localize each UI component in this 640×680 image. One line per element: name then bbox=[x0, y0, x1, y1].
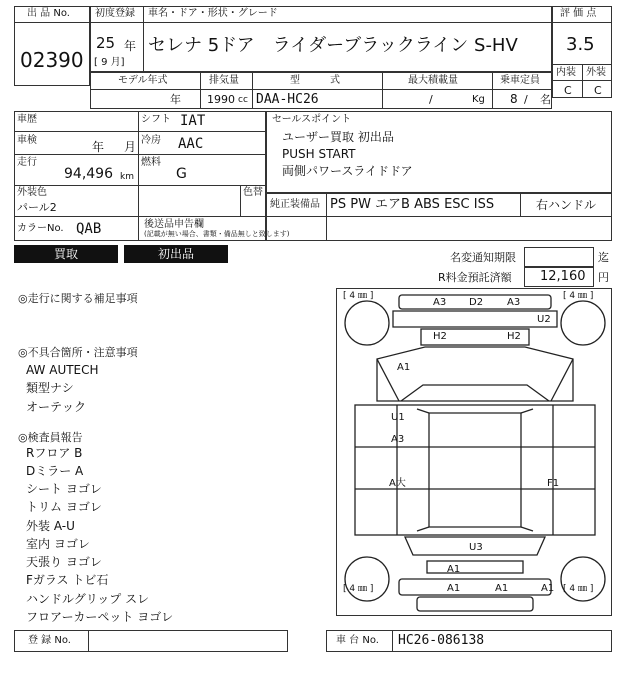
sales-point-1: ユーザー買取 初出品 bbox=[282, 130, 394, 144]
tire-depth-front-right: [ 4 ㎜ ] bbox=[563, 291, 594, 301]
tire-depth-rear-right: [ 4 ㎜ ] bbox=[563, 584, 594, 594]
damage-mark: A1 bbox=[447, 583, 461, 594]
first-registration-label: 初度登録 bbox=[95, 8, 135, 19]
fuel-value: G bbox=[176, 166, 187, 182]
inspector-item: シート ヨゴレ bbox=[26, 482, 102, 496]
ext-color-label: 外装色 bbox=[17, 187, 47, 198]
shift-label: シフト bbox=[141, 114, 171, 125]
model-type-label: 型 式 bbox=[290, 75, 340, 86]
color-no-label: カラーNo. bbox=[17, 223, 64, 234]
chassis-number: HC26-086138 bbox=[398, 633, 485, 648]
title-change-label: 名変通知期限 bbox=[450, 251, 516, 264]
equipment-label: 純正装備品 bbox=[270, 199, 320, 210]
displacement: 1990 bbox=[207, 93, 235, 106]
report-note: (記載が無い場合、書類・備品無しと致します) bbox=[144, 230, 290, 238]
first-reg-month: [ 9 月] bbox=[94, 57, 125, 68]
damage-mark: D2 bbox=[469, 297, 484, 308]
exterior-grade: C bbox=[594, 84, 602, 97]
inspection-month: 月 bbox=[124, 140, 137, 154]
capacity-slash: / bbox=[524, 93, 528, 106]
capacity-label: 乗車定員 bbox=[500, 75, 540, 86]
ac-value: AAC bbox=[178, 136, 204, 152]
registration-number-label: 登 録 No. bbox=[28, 635, 71, 646]
history-label: 車歴 bbox=[17, 114, 37, 125]
inspector-item: 天張り ヨゴレ bbox=[26, 555, 102, 569]
driving-notes-header: ◎走行に関する補足事項 bbox=[18, 292, 138, 305]
defect-item: 類型ナシ bbox=[26, 381, 74, 395]
defect-item: オーテック bbox=[26, 400, 87, 414]
inspector-item: ハンドルグリップ スレ bbox=[26, 592, 150, 606]
max-load-unit: Kg bbox=[472, 94, 485, 105]
mileage-unit: km bbox=[120, 172, 134, 182]
damage-mark: A3 bbox=[507, 297, 521, 308]
damage-mark: H2 bbox=[433, 331, 447, 342]
lot-number-label: 出 品 No. bbox=[27, 8, 70, 19]
displacement-unit: cc bbox=[238, 95, 248, 105]
damage-mark: F1 bbox=[547, 478, 560, 489]
max-load-label: 最大積載量 bbox=[408, 75, 458, 86]
inspector-item: Rフロア B bbox=[26, 446, 83, 460]
ac-label: 冷房 bbox=[141, 135, 161, 146]
inspection-label: 車検 bbox=[17, 135, 37, 146]
inspector-item: 室内 ヨゴレ bbox=[26, 537, 90, 551]
sales-point-2: PUSH START bbox=[282, 147, 356, 161]
damage-mark: A3 bbox=[391, 434, 405, 445]
inspector-item: Dミラー A bbox=[26, 464, 84, 478]
mileage-value: 94,496 bbox=[64, 166, 113, 182]
defects-header: ◎不具合箇所・注意事項 bbox=[18, 346, 138, 359]
inspector-item: 外装 A-U bbox=[26, 519, 75, 533]
displacement-label: 排気量 bbox=[209, 75, 239, 86]
damage-mark: A1 bbox=[541, 583, 555, 594]
recycle-label: R料金預託済額 bbox=[438, 271, 512, 284]
handle-side: 右ハンドル bbox=[536, 198, 597, 212]
report-label: 後送品申告欄 bbox=[144, 219, 204, 230]
inspector-item: フロアーカーペット ヨゴレ bbox=[26, 610, 174, 624]
lot-number: 02390 bbox=[20, 48, 84, 72]
damage-mark: U2 bbox=[537, 314, 551, 325]
defect-item: AW AUTECH bbox=[26, 363, 99, 377]
first-reg-year-unit: 年 bbox=[124, 39, 137, 53]
ext-color-value: パール2 bbox=[17, 201, 57, 214]
inspector-header: ◎検査員報告 bbox=[18, 431, 83, 444]
damage-mark: H2 bbox=[507, 331, 521, 342]
damage-mark: A1 bbox=[495, 583, 509, 594]
color-no-value: QAB bbox=[76, 221, 102, 237]
interior-label: 内装 bbox=[556, 67, 576, 78]
title-change-box bbox=[524, 247, 594, 267]
model-type: DAA-HC26 bbox=[256, 92, 319, 107]
recycle-unit: 円 bbox=[598, 271, 609, 284]
damage-mark: U1 bbox=[391, 412, 405, 423]
inspection-year: 年 bbox=[92, 140, 105, 154]
inspector-item: トリム ヨゴレ bbox=[26, 500, 102, 514]
car-outline-icon bbox=[337, 289, 613, 617]
interior-grade: C bbox=[564, 84, 572, 97]
car-name: セレナ 5ドア ライダーブラックライン S-HV bbox=[148, 35, 518, 56]
paint-change-label: 色替 bbox=[243, 187, 263, 198]
chassis-number-label: 車 台 No. bbox=[336, 635, 379, 646]
fuel-label: 燃料 bbox=[141, 157, 161, 168]
overall-grade: 3.5 bbox=[566, 34, 595, 55]
shift-value: IAT bbox=[180, 113, 206, 129]
inspection-diagram bbox=[336, 288, 612, 616]
buy-tag: 買取 bbox=[14, 245, 118, 263]
capacity: 8 bbox=[510, 92, 518, 106]
damage-mark: A1 bbox=[447, 564, 461, 575]
grade-label: 評 価 点 bbox=[560, 8, 597, 19]
damage-mark: A3 bbox=[433, 297, 447, 308]
sales-point-3: 両側パワースライドドア bbox=[282, 164, 413, 178]
max-load-value: / bbox=[429, 93, 433, 106]
title-change-unit: 迄 bbox=[598, 251, 609, 264]
equipment-value: PS PW エアB ABS ESC ISS bbox=[330, 197, 495, 212]
first-reg-year: 25 bbox=[96, 34, 116, 52]
recycle-value: 12,160 bbox=[540, 269, 586, 284]
mileage-label: 走行 bbox=[17, 157, 37, 168]
first-listing-tag: 初出品 bbox=[124, 245, 228, 263]
inspector-item: Fガラス トビ石 bbox=[26, 573, 109, 587]
capacity-unit: 名 bbox=[540, 93, 551, 106]
exterior-label: 外装 bbox=[586, 67, 606, 78]
model-year-unit: 年 bbox=[170, 93, 181, 106]
tire-depth-front-left: [ 4 ㎜ ] bbox=[343, 291, 374, 301]
damage-mark: A1 bbox=[397, 362, 411, 373]
tire-depth-rear-left: [ 4 ㎜ ] bbox=[343, 584, 374, 594]
damage-mark: A大 bbox=[389, 478, 406, 489]
model-header-label: 車名・ドア・形状・グレード bbox=[148, 8, 278, 19]
model-year-label: モデル年式 bbox=[118, 75, 168, 86]
sales-points-label: セールスポイント bbox=[272, 114, 352, 125]
damage-mark: U3 bbox=[469, 542, 483, 553]
